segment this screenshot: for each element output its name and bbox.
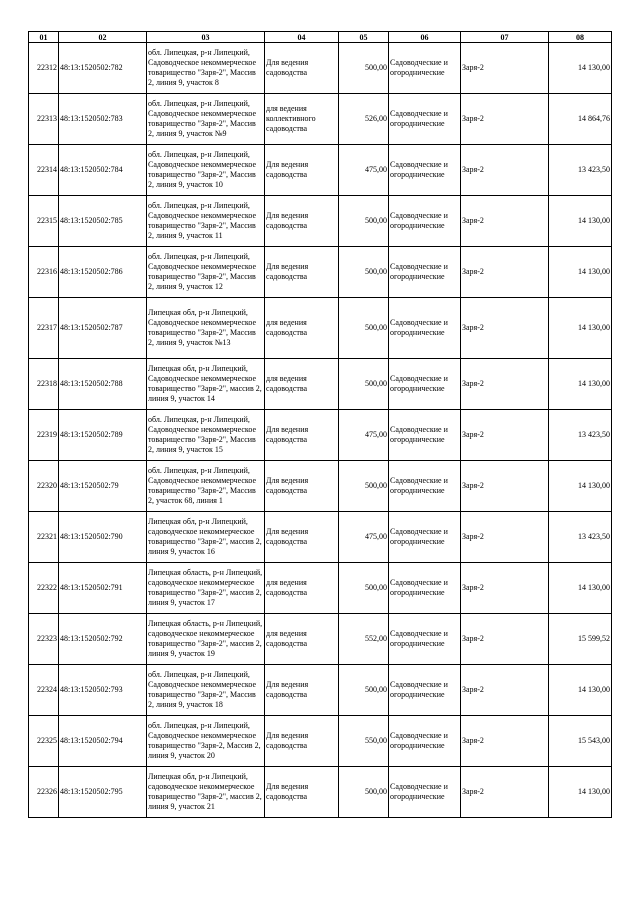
address-text: Липецкая обл, р-н Липецкий, садоводческое некоммерческое товарищество "Заря-2", массив 2, линия 9, участок 21 [148,772,262,811]
cadastral-cost-cell: 14 130,00 [549,563,612,614]
land-category-cell: Садоводческие и огороднические [389,512,461,563]
partnership-name-cell: Заря-2 [461,461,549,512]
row-number-cell: 22322 [29,563,59,614]
row-number-cell: 22326 [29,767,59,818]
permitted-use-cell: Для ведения садоводства [265,716,339,767]
land-category-cell: Садоводческие и огороднические [389,196,461,247]
address-cell [147,410,265,461]
address-cell [147,767,265,818]
header-cell: 02 [59,32,147,43]
cadastral-cost-cell: 13 423,50 [549,512,612,563]
address-cell [147,196,265,247]
cadastral-number-cell: 48:13:1520502:79 [59,461,147,512]
row-number-cell: 22321 [29,512,59,563]
partnership-name-cell: Заря-2 [461,614,549,665]
cadastral-number-cell: 48:13:1520502:791 [59,563,147,614]
table-body [29,43,612,818]
land-category-cell: Садоводческие и огороднические [389,716,461,767]
address-text: Липецкая обл, р-н Липецкий, садоводческое некоммерческое товарищество "Заря-2", массив 2, линия 9, участок 16 [148,517,262,556]
land-category-cell: Садоводческие и огороднические [389,614,461,665]
row-number-cell: 22317 [29,298,59,359]
cadastral-cost-cell: 14 130,00 [549,247,612,298]
cadastral-number-cell: 48:13:1520502:787 [59,298,147,359]
area-cell: 500,00 [339,665,389,716]
address-text: Липецкая обл, р-н Липецкий, Садоводческое некоммерческое товарищество "Заря-2", Массив 2, линия 9, участок №13 [148,308,257,347]
address-text: Липецкая обл, р-н Липецкий, Садоводческое некоммерческое товарищество "Заря-2", массив 2, линия 9, участок 14 [148,364,262,403]
partnership-name-cell: Заря-2 [461,196,549,247]
land-category-cell: Садоводческие и огороднические [389,410,461,461]
partnership-name-cell: Заря-2 [461,43,549,94]
header-cell: 06 [389,32,461,43]
permitted-use-cell: для ведения садоводства [265,563,339,614]
area-cell: 552,00 [339,614,389,665]
area-cell: 500,00 [339,563,389,614]
land-category-cell: Садоводческие и огороднические [389,145,461,196]
cadastral-number-cell: 48:13:1520502:785 [59,196,147,247]
area-cell: 500,00 [339,298,389,359]
address-cell [147,563,265,614]
row-number-cell: 22312 [29,43,59,94]
address-cell [147,247,265,298]
cadastral-cost-cell: 14 130,00 [549,461,612,512]
land-category-cell: Садоводческие и огороднические [389,247,461,298]
table-row [29,196,612,247]
address-text: обл. Липецкая, р-н Липецкий, Садоводческое некоммерческое товарищество "Заря-2", Массив 2, участок 68, линия 1 [148,466,257,505]
table-row [29,145,612,196]
land-category-cell: Садоводческие и огороднические [389,359,461,410]
cadastral-cost-cell: 14 130,00 [549,298,612,359]
permitted-use-cell: для ведения садоводства [265,298,339,359]
cadastral-cost-cell: 15 543,00 [549,716,612,767]
address-cell [147,43,265,94]
cadastral-cost-cell: 13 423,50 [549,410,612,461]
row-number-cell: 22316 [29,247,59,298]
cadastral-number-cell: 48:13:1520502:794 [59,716,147,767]
header-cell: 04 [265,32,339,43]
partnership-name-cell: Заря-2 [461,410,549,461]
cadastral-number-cell: 48:13:1520502:783 [59,94,147,145]
address-cell [147,716,265,767]
header-cell: 07 [461,32,549,43]
table-row [29,359,612,410]
table-row [29,716,612,767]
area-cell: 500,00 [339,359,389,410]
permitted-use-cell: Для ведения садоводства [265,410,339,461]
header-cell: 08 [549,32,612,43]
address-cell [147,614,265,665]
partnership-name-cell: Заря-2 [461,359,549,410]
cadastral-cost-cell: 14 130,00 [549,359,612,410]
address-cell [147,145,265,196]
area-cell: 500,00 [339,196,389,247]
address-cell [147,665,265,716]
table-row [29,247,612,298]
address-cell [147,94,265,145]
area-cell: 475,00 [339,410,389,461]
cadastral-number-cell: 48:13:1520502:784 [59,145,147,196]
row-number-cell: 22313 [29,94,59,145]
permitted-use-cell: Для ведения садоводства [265,665,339,716]
table-row [29,298,612,359]
table-row [29,563,612,614]
permitted-use-cell: Для ведения садоводства [265,512,339,563]
cadastral-cost-cell: 14 130,00 [549,767,612,818]
partnership-name-cell: Заря-2 [461,665,549,716]
partnership-name-cell: Заря-2 [461,767,549,818]
table-row [29,512,612,563]
header-cell: 05 [339,32,389,43]
table-row [29,614,612,665]
permitted-use-cell: для ведения коллективного садоводства [265,94,339,145]
area-cell: 500,00 [339,767,389,818]
table-row [29,43,612,94]
cadastral-number-cell: 48:13:1520502:786 [59,247,147,298]
land-category-cell: Садоводческие и огороднические [389,94,461,145]
area-cell: 475,00 [339,512,389,563]
address-text: обл. Липецкая, р-н Липецкий, Садоводческое некоммерческое товарищество "Заря-2", Массив 2, линия 9, участок №9 [148,99,257,138]
partnership-name-cell: Заря-2 [461,145,549,196]
table-row [29,665,612,716]
address-text: обл. Липецкая, р-н Липецкий, Садоводческое некоммерческое товарищество "Заря-2", Массив 2, линия 9, участок 11 [148,201,257,240]
cadastral-number-cell: 48:13:1520502:792 [59,614,147,665]
address-text: обл. Липецкая, р-н Липецкий, Садоводческое некоммерческое товарищество "Заря-2", Массив 2, линия 9, участок 8 [148,48,257,87]
permitted-use-cell: Для ведения садоводства [265,196,339,247]
table-row [29,410,612,461]
table-row [29,461,612,512]
partnership-name-cell: Заря-2 [461,94,549,145]
permitted-use-cell: Для ведения садоводства [265,43,339,94]
address-text: обл. Липецкая, р-н Липецкий, Садоводческое некоммерческое товарищество "Заря-2", Массив 2, линия 9, участок 18 [148,670,257,709]
cadastral-number-cell: 48:13:1520502:790 [59,512,147,563]
address-text: обл. Липецкая, р-н Липецкий, Садоводческое некоммерческое товарищество "Заря-2", Массив 2, линия 9, участок 10 [148,150,257,189]
permitted-use-cell: Для ведения садоводства [265,767,339,818]
address-text: Липецкая область, р-н Липецкий, садоводческое некоммерческое товарищество "Заря-2", массив 2, линия 9, участок 19 [148,619,263,658]
partnership-name-cell: Заря-2 [461,512,549,563]
cadastral-number-cell: 48:13:1520502:788 [59,359,147,410]
registry-sheet [28,31,612,818]
row-number-cell: 22314 [29,145,59,196]
header-cell: 03 [147,32,265,43]
land-category-cell: Садоводческие и огороднические [389,563,461,614]
table-header-row [29,32,612,43]
row-number-cell: 22325 [29,716,59,767]
cadastral-cost-cell: 14 130,00 [549,196,612,247]
row-number-cell: 22318 [29,359,59,410]
row-number-cell: 22319 [29,410,59,461]
table-row [29,767,612,818]
address-text: обл. Липецкая, р-н Липецкий, Садоводческое некоммерческое товарищество "Заря-2", Массив 2, линия 9, участок 12 [148,252,257,291]
table-row [29,94,612,145]
land-category-cell: Садоводческие и огороднические [389,43,461,94]
cadastral-number-cell: 48:13:1520502:795 [59,767,147,818]
land-category-cell: Садоводческие и огороднические [389,461,461,512]
cadastral-number-cell: 48:13:1520502:782 [59,43,147,94]
partnership-name-cell: Заря-2 [461,247,549,298]
cadastral-number-cell: 48:13:1520502:793 [59,665,147,716]
address-text: Липецкая область, р-н Липецкий, садоводческое некоммерческое товарищество "Заря-2", массив 2, линия 9, участок 17 [148,568,263,607]
permitted-use-cell: для ведения садоводства [265,359,339,410]
row-number-cell: 22324 [29,665,59,716]
area-cell: 550,00 [339,716,389,767]
permitted-use-cell: Для ведения садоводства [265,145,339,196]
permitted-use-cell: Для ведения садоводства [265,247,339,298]
partnership-name-cell: Заря-2 [461,716,549,767]
address-cell [147,298,265,359]
cadastral-cost-cell: 15 599,52 [549,614,612,665]
area-cell: 500,00 [339,43,389,94]
row-number-cell: 22323 [29,614,59,665]
row-number-cell: 22315 [29,196,59,247]
cadastral-cost-cell: 13 423,50 [549,145,612,196]
address-text: обл. Липецкая, р-н Липецкий, Садоводческое некоммерческое товарищество "Заря-2", Массив 2, линия 9, участок 15 [148,415,257,454]
permitted-use-cell: Для ведения садоводства [265,461,339,512]
address-cell [147,359,265,410]
land-plot-registry-table [28,31,612,818]
address-cell [147,461,265,512]
header-cell: 01 [29,32,59,43]
address-cell [147,512,265,563]
land-category-cell: Садоводческие и огороднические [389,665,461,716]
land-category-cell: Садоводческие и огороднические [389,767,461,818]
cadastral-cost-cell: 14 864,76 [549,94,612,145]
row-number-cell: 22320 [29,461,59,512]
partnership-name-cell: Заря-2 [461,563,549,614]
cadastral-number-cell: 48:13:1520502:789 [59,410,147,461]
area-cell: 500,00 [339,247,389,298]
permitted-use-cell: для ведения садоводства [265,614,339,665]
partnership-name-cell: Заря-2 [461,298,549,359]
area-cell: 500,00 [339,461,389,512]
area-cell: 526,00 [339,94,389,145]
area-cell: 475,00 [339,145,389,196]
cadastral-cost-cell: 14 130,00 [549,665,612,716]
address-text: обл. Липецкая, р-н Липецкий, Садоводческое некоммерческое товарищество "Заря-2, Массив 2, линия 9, участок 20 [148,721,261,760]
land-category-cell: Садоводческие и огороднические [389,298,461,359]
cadastral-cost-cell: 14 130,00 [549,43,612,94]
